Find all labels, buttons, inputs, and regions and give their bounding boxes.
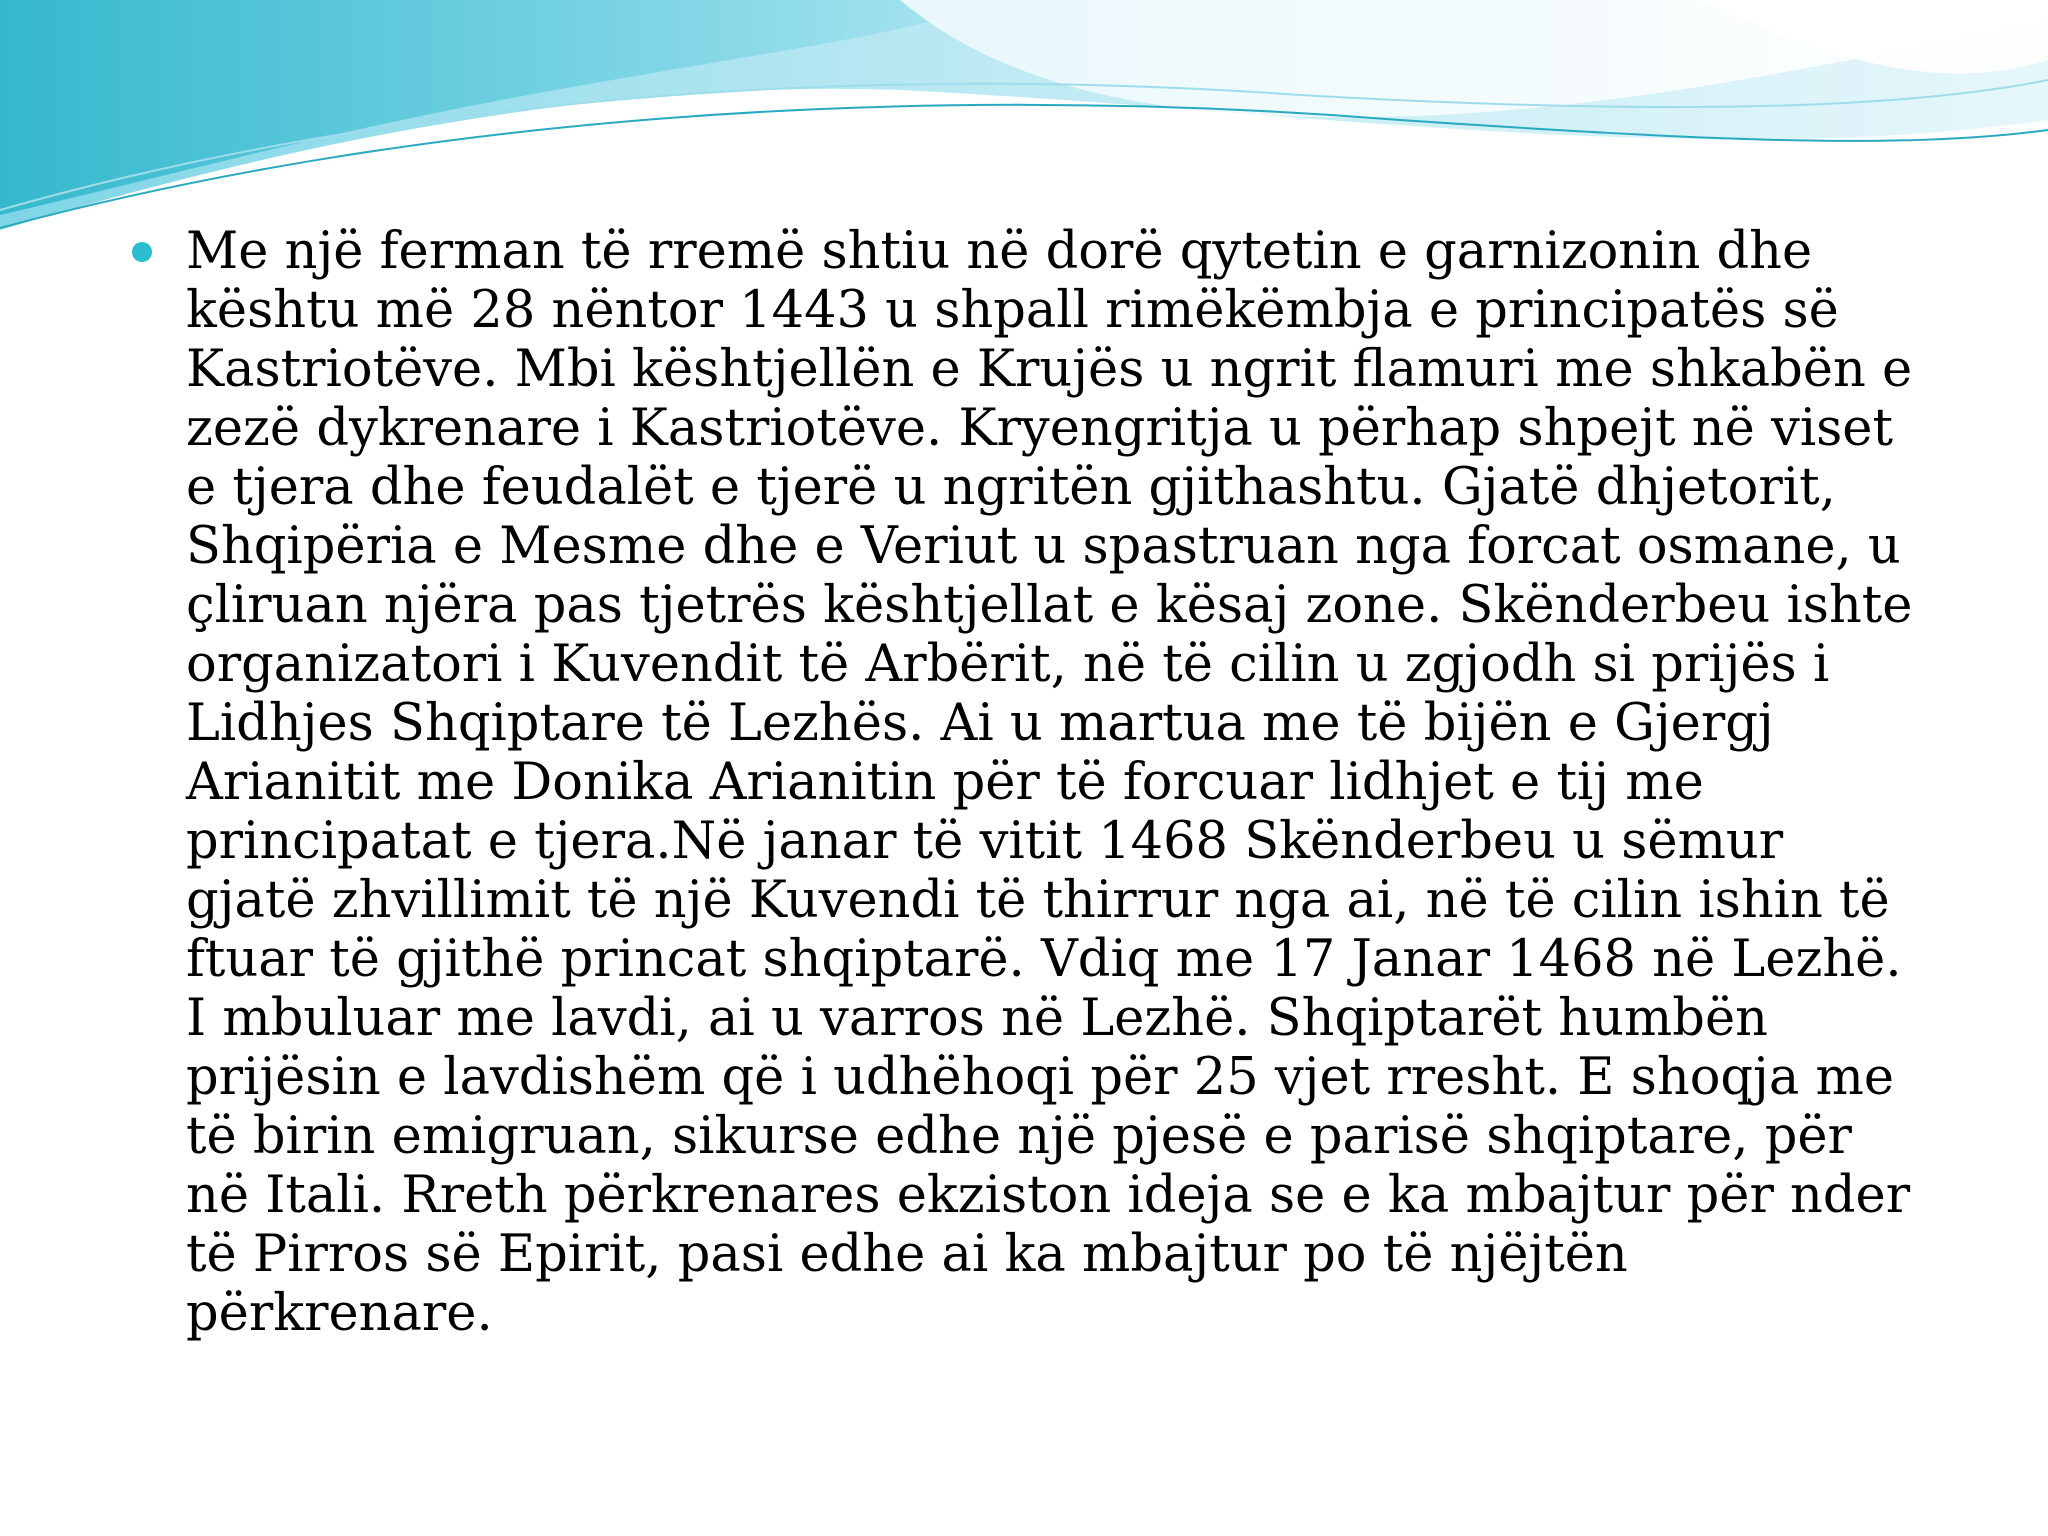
bullet-paragraph: Me një ferman të rremë shtiu në dorë qytetin e garnizonin dhe kështu më 28 nëntor 1443 u shpall rimëkëmbja e principatës së Kastriotëve. Mbi kështjellën e Krujës u ngrit flamuri me shkabën e zezë dykrenare i Kastriotëve. Kryengritja u përhap shpejt në viset e tjera dhe feudalët e tjerë u ngritën gjithashtu. Gjatë dhjetorit, Shqipëria e Mesme dhe e Veriut u spastruan nga forcat osmane, u çliruan njëra pas tjetrës kështjellat e kësaj zone. Skënderbeu ishte organizatori i Kuvendit të Arbërit, në të cilin u zgjodh si prijës i Lidhjes Shqiptare të Lezhës. Ai u martua me të bijën e Gjergj Arianitit me Donika Arianitin për të forcuar lidhjet e tij me principatat e tjera.Në janar të vitit 1468 Skënderbeu u sëmur gjatë zhvillimit të një Kuvendi të thirrur nga ai, në të cilin ishin të ftuar të gjithë princat shqiptarë. Vdiq me 17 Janar 1468 në Lezhë. I mbuluar me lavdi, ai u varros në Lezhë. Shqiptarët humbën prijësin e lavdishëm që i udhëhoqi për 25 vjet rresht. E shoqja me të birin emigruan, sikurse edhe një pjesë e parisë shqiptare, për në Itali. Rreth përkrenares ekziston ideja se e ka mbajtur për nder të Pirros së Epirit, pasi edhe ai ka mbajtur po të njëjtën përkrenare. xyxy=(186,222,1913,1343)
slide-body xyxy=(128,222,1928,1343)
bullet-icon xyxy=(132,242,152,262)
bullet-item xyxy=(128,222,1928,1343)
wave-header-decoration xyxy=(0,0,2048,240)
